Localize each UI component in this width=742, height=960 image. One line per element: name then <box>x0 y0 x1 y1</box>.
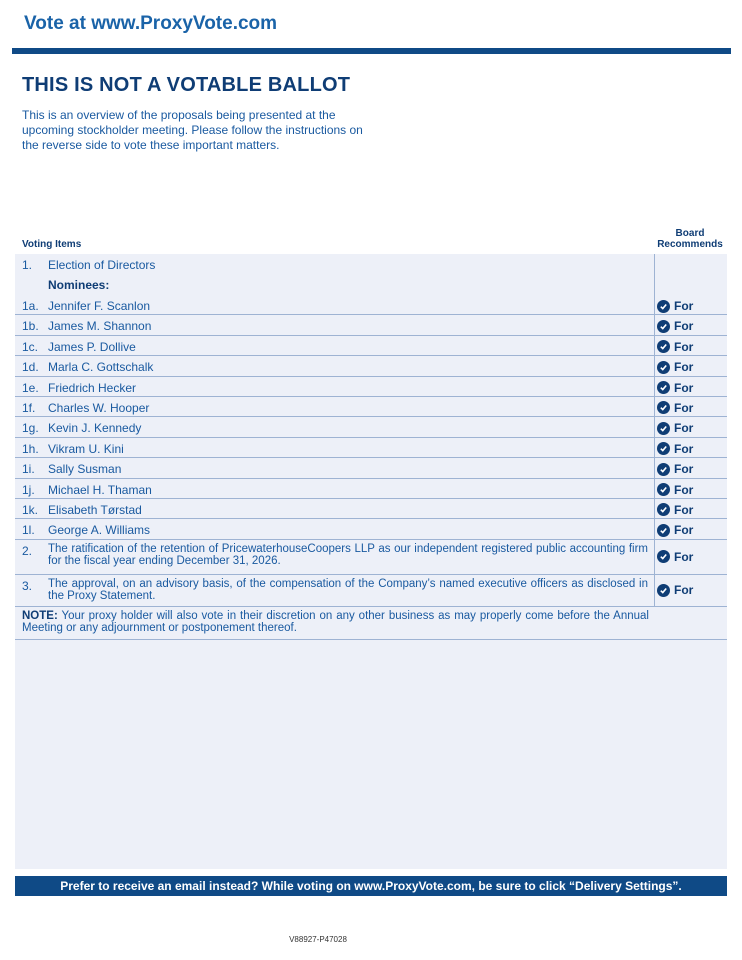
recommendation <box>657 421 693 435</box>
nominee-row <box>15 377 727 397</box>
nominee-number: 1b. <box>22 319 39 334</box>
board-recommends-line2: Recommends <box>657 239 723 250</box>
document-code: V88927-P47028 <box>289 935 347 944</box>
email-delivery-banner: Prefer to receive an email instead? While voting on www.ProxyVote.com, be sure to click “Delivery Settings”. <box>15 876 727 896</box>
proposal-2-row <box>15 540 727 575</box>
nominee-number: 1c. <box>22 339 39 354</box>
nominee-row <box>15 295 727 315</box>
recommendation-label: For <box>674 502 694 517</box>
recommendation-label: For <box>674 549 694 564</box>
nominee-row <box>15 519 727 539</box>
proposal-3-row <box>15 575 727 607</box>
check-circle-icon <box>657 503 670 516</box>
nominee-row <box>15 397 727 417</box>
nominee-name: Jennifer F. Scanlon <box>48 299 151 313</box>
voting-items-header: Voting Items <box>22 239 82 250</box>
intro-text: This is an overview of the proposals being presented at the upcoming stockholder meeting. Please follow the instructions on the reverse side to vote these important matters. <box>22 108 363 152</box>
note-label: NOTE: <box>22 609 58 622</box>
proposal-text: The approval, on an advisory basis, of the compensation of the Company’s named executive officers as disclosed in the Proxy Statement. <box>48 577 648 602</box>
recommendation <box>657 381 693 395</box>
nominee-name: Marla C. Gottschalk <box>48 360 154 375</box>
recommendation-label: For <box>674 523 694 538</box>
nominees-label-row <box>15 274 727 295</box>
nominee-row <box>15 479 727 499</box>
check-circle-icon <box>657 584 670 597</box>
proposal-1-row <box>15 254 727 274</box>
recommendation-label: For <box>674 360 694 375</box>
check-circle-icon <box>657 463 670 476</box>
check-circle-icon <box>657 422 670 435</box>
recommendation-label: For <box>674 583 694 598</box>
recommendation-label: For <box>674 380 694 395</box>
nominee-number: 1i. <box>22 462 35 477</box>
nominee-name: James P. Dollive <box>48 339 136 354</box>
recommendation <box>657 299 693 313</box>
proposal-number: 2. <box>22 543 33 558</box>
proposal-text: The ratification of the retention of PricewaterhouseCoopers LLP as our independent registered public accounting firm for the fiscal year ending December 31, 2026. <box>48 542 648 567</box>
board-recommends-line1: Board <box>675 228 705 239</box>
nominee-name: Elisabeth Tørstad <box>48 502 142 517</box>
recommendation-label: For <box>674 441 694 456</box>
recommendation <box>657 319 693 333</box>
nominee-number: 1e. <box>22 380 39 395</box>
nominee-row <box>15 356 727 376</box>
nominee-row <box>15 499 727 519</box>
nominee-row <box>15 315 727 335</box>
recommendation <box>657 401 693 415</box>
ballot-rows <box>15 254 727 640</box>
check-circle-icon <box>657 340 670 353</box>
header-title: Vote at www.ProxyVote.com <box>24 13 278 34</box>
note-text <box>22 610 649 634</box>
recommendation <box>657 462 693 476</box>
header-rule <box>12 48 731 54</box>
nominee-row <box>15 458 727 478</box>
nominee-name: George A. Williams <box>48 523 151 538</box>
recommendation <box>657 523 693 537</box>
nominee-name: Vikram U. Kini <box>48 441 124 456</box>
recommendation <box>657 483 693 497</box>
check-circle-icon <box>657 442 670 455</box>
nominee-list <box>15 295 727 540</box>
recommendation <box>657 583 693 597</box>
recommendation <box>657 442 693 456</box>
recommendation-label: For <box>674 482 694 497</box>
recommendation-label: For <box>674 462 694 477</box>
note-row <box>15 607 727 640</box>
nominee-name: Friedrich Hecker <box>48 380 137 395</box>
recommendation-label: For <box>674 319 694 334</box>
recommendation-label: For <box>674 400 694 415</box>
check-circle-icon <box>657 550 670 563</box>
recommendation-label: For <box>674 421 694 436</box>
nominees-label: Nominees: <box>48 278 110 292</box>
nominee-number: 1f. <box>22 400 36 415</box>
note-body: Your proxy holder will also vote in their discretion on any other business as may properly come before the Annual Meeting or any adjournment or postponement thereof. <box>22 609 649 634</box>
recommendation <box>657 360 693 374</box>
proposal-number: 3. <box>22 578 33 593</box>
nominee-name: James M. Shannon <box>48 319 152 334</box>
nominee-row <box>15 417 727 437</box>
nominee-number: 1l. <box>22 523 35 538</box>
nominee-number: 1k. <box>22 502 39 517</box>
check-circle-icon <box>657 524 670 537</box>
recommendation <box>657 550 693 564</box>
nominee-number: 1j. <box>22 482 35 497</box>
nominee-name: Sally Susman <box>48 462 122 477</box>
recommendation <box>657 340 693 354</box>
nominee-number: 1a. <box>22 299 39 313</box>
nominee-name: Michael H. Thaman <box>48 482 152 497</box>
nominee-number: 1g. <box>22 421 39 436</box>
page-title: THIS IS NOT A VOTABLE BALLOT <box>22 74 351 96</box>
proposal-text: Election of Directors <box>48 258 156 272</box>
nominee-number: 1d. <box>22 360 39 375</box>
check-circle-icon <box>657 320 670 333</box>
board-recommends-header <box>650 228 730 250</box>
recommendation-label: For <box>674 339 694 354</box>
check-circle-icon <box>657 300 670 313</box>
recommendation <box>657 503 693 517</box>
check-circle-icon <box>657 381 670 394</box>
nominee-row <box>15 438 727 458</box>
recommendation-label: For <box>674 299 694 313</box>
nominee-name: Kevin J. Kennedy <box>48 421 142 436</box>
nominee-name: Charles W. Hooper <box>48 400 150 415</box>
nominee-row <box>15 336 727 356</box>
proposal-number: 1. <box>22 258 33 272</box>
check-circle-icon <box>657 361 670 374</box>
check-circle-icon <box>657 483 670 496</box>
nominee-number: 1h. <box>22 441 39 456</box>
check-circle-icon <box>657 401 670 414</box>
